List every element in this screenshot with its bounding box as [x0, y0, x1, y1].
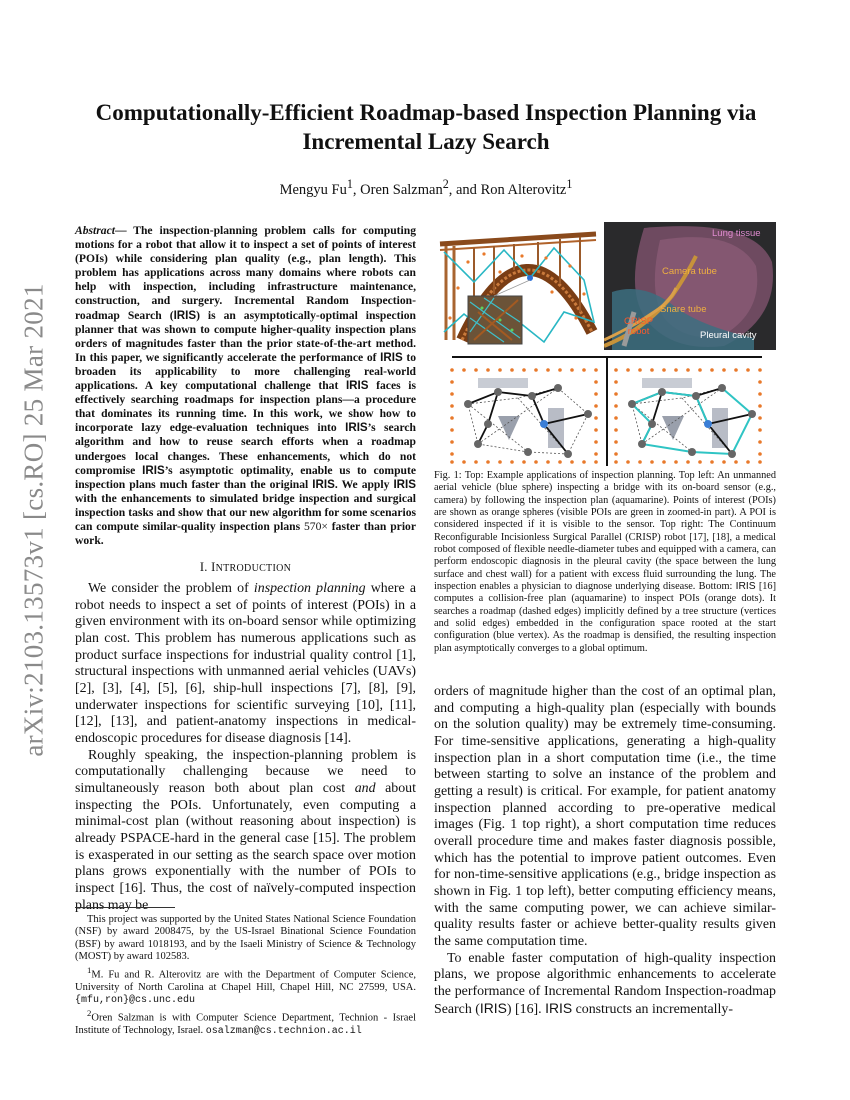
footnote-affiliation-1: $^1$M. Fu and R. Alterovitz are with the Department of Computer Science, University of North Carolina at Chapel Hill, Chapel Hill, NC 27599, USA. {mfu,ron}@cs.unc.edu: [75, 964, 416, 1006]
roadmap-diagram-right: [612, 364, 764, 466]
bridge-graphic: [434, 222, 602, 350]
footnote-funding: This project was supported by the United States National Science Foundation (NSF) by award 2008475, by the US-Israel Binational Science Foundation (BSF) by award 1018193, and by the Isaeli Ministry of Science & Technology (MOST) by award 102583.: [75, 914, 416, 963]
abstract-label: Abstract: [75, 224, 115, 237]
iris-name: IRIS: [735, 581, 756, 593]
intro-text: [75, 581, 416, 914]
roadmap-diagram-left: [448, 364, 600, 466]
lung-illustration: [604, 222, 776, 350]
left-column: [75, 224, 416, 914]
right-column-text: [434, 684, 776, 1019]
figure-caption: Fig. 1: Top: Example applications of inspection planning. Top left: An unmanned aerial vehicle (blue sphere) inspecting a bridge with its on-board sensor (e.g., camera) by following the inspection plan (aquamarine). Points of interest (POIs) are shown as orange spheres (visible POIs are green in zoomed-in part). A POI is considered inspected if it is visible to the sensor. Top right: The Continuum Reconfigurable Incisionless Surgical Parallel (CRISP) robot [17], [18], a medical robot composed of flexible needle-diameter tubes and equipped with a camera, can perform endoscopic diagnosis in the pleural cavity (the space between the lung surface and chest wall) for a patient with excess fluid surrounding the lung. The inspection enables a physician to diagnose underlying disease. Bottom: IRIS [16] computes a collision-free plan (aquamarine) to inspect POIs (orange dots). It searches a roadmap (dashed edges) implicitly defined by a tree structure (vertices and solid edges) embedded in the configuration space rooted at the start configuration (blue vertex). As the roadmap is densified, the resulting inspection plan asymptotically converges to a global optimum.: [434, 470, 776, 654]
iris-name: IRIS: [393, 477, 416, 491]
lung-tissue-label: Lung tissue: [712, 228, 761, 239]
pleural-cavity-label: Pleural cavity: [700, 330, 757, 341]
bridge-illustration: [434, 222, 602, 350]
figure-1: [434, 222, 776, 470]
email: osalzman@cs.technion.ac.il: [205, 1026, 362, 1038]
footnote-divider: [75, 907, 175, 908]
snare-tube-label: Snare tube: [660, 304, 707, 315]
author-name: Ron Alterovitz: [480, 181, 567, 198]
iris-name: IRIS: [142, 463, 165, 477]
author-name: Mengyu Fu: [279, 181, 347, 198]
author-name: Oren Salzman: [360, 181, 443, 198]
iris-name: IRIS: [345, 421, 368, 435]
abstract: Abstract— The inspection-planning problem calls for computing motions for a robot that allow it to inspect a set of points of interest (POIs) while considering plan quality (e.g., plan length). This problem has applications across many domains where robots can help with inspection, including infrastructure maintenance, construction, and surgery. Incremental Random Inspection-roadmap Search (IRIS) is an asymptotically-optimal inspection planner that was shown to compute higher-quality inspection plans orders of magnitudes faster than the prior state-of-the-art method. In this paper, we significantly accelerate the performance of IRIS to broaden its applicability to more challenging real-world applications. A key computational challenge that IRIS faces is effectively searching roadmaps for inspection plans—a procedure that dominates its running time. In this work, we show how to incorporate lazy edge-evaluation techniques into IRIS’s search algorithm and how to reuse search efforts when a roadmap undergoes local changes. These enhancements, which do not compromise IRIS’s asymptotic optimality, enable us to compute inspection plans much faster than the original IRIS. We apply IRIS with the enhancements to simulated bridge inspection and surgical inspection tasks and show that our new algorithm for some scenarios can compute similar-quality inspection plans 570× faster than prior work.: [75, 224, 417, 548]
arxiv-identifier: arXiv:2103.13573v1 [cs.RO] 25 Mar 2021: [18, 283, 49, 757]
iris-name: IRIS: [479, 1000, 507, 1017]
camera-tube-label: Camera tube: [662, 266, 717, 277]
author-list: Mengyu Fu$^1$, Oren Salzman$^2$, and Ron Alterovitz$^1$: [279, 177, 573, 198]
footnotes: [75, 907, 416, 1039]
affiliation-mark: 2: [442, 177, 449, 191]
iris-name: IRIS: [312, 477, 335, 491]
iris-name: IRIS: [380, 350, 403, 364]
figure-divider-vertical: [606, 356, 608, 466]
paragraph: To enable faster computation of high-quality inspection plans, we propose algorithmic enhancements to accelerate the performance of Incremental Random Inspection-roadmap Search (IRIS) [16]. IRIS constructs an incrementally-: [434, 950, 776, 1018]
roadmap-graph: [448, 364, 600, 466]
email: {mfu,ron}@cs.unc.edu: [75, 994, 196, 1006]
iris-name: IRIS: [345, 379, 369, 393]
speedup-value: 570×: [303, 519, 328, 533]
paper-title: Computationally-Efficient Roadmap-based Inspection Planning via Incremental Lazy Search: [95, 100, 757, 154]
affiliation-mark: 1: [566, 177, 573, 191]
iris-name: IRIS: [173, 308, 197, 322]
roadmap-graph-densified: [612, 364, 764, 466]
crisp-robot-label: CRISP robot: [624, 316, 654, 337]
paragraph: orders of magnitude higher than the cost of an optimal plan, and computing a high-quality plan (especially with bounds on the solution quality) may be extremely time-consuming. For time-sensitive applications, generating a high-quality inspection plan in a short computation time (i.e., the time between starting to solve an instance of the problem and getting a result) is critical. For example, for patient anatomy inspection planned according to pre-operative medical images (Fig. 1 top right), a short computation time reduces overall procedure time and makes faster diagnosis possible, which has the potential to improve patient outcomes. Even for non-time-sensitive applications (e.g., bridge inspection as shown in Fig. 1 top left), better computing efficiency means, with the same computing power, we can achieve similar-quality results faster or achieve better-quality results given the same computation time.: [434, 684, 776, 949]
affiliation-mark: 1: [346, 177, 353, 191]
section-heading: I. INTRODUCTION: [199, 560, 292, 575]
footnote-affiliation-2: $^2$Oren Salzman is with Computer Science Department, Technion - Israel Institute of Technology, Israel. osalzman@cs.technion.ac.il: [75, 1008, 416, 1038]
paragraph: We consider the problem of inspection planning where a robot needs to inspect a set of points of interest (POIs) in a given environment with its on-board sensor while optimizing plan cost. This problem has numerous applications such as product surface inspections for industrial quality control [1], structural inspections with unmanned aerial vehicles (UAVs) [2], [3], [4], [5], [6], ship-hull inspections [7], [8], [9], underwater inspections for scientific surveying [10], [11], [12], [13], and patient-anatomy inspections in medical-endoscopic procedures for disease diagnosis [14].: [75, 581, 416, 747]
paragraph: Roughly speaking, the inspection-planning problem is computationally challenging because we need to simultaneously reason both about plan cost and about inspecting the POIs. Unfortunately, even computing a minimal-cost plan (without reasoning about inspection) is already PSPACE-hard in the general case [15]. The problem is exasperated in our setting as the search space over motion plans grows exponentially with the number of POIs to inspect [16]. Thus, the cost of naïvely-computed inspection plans may be: [75, 747, 416, 913]
iris-name: IRIS: [545, 1000, 573, 1017]
